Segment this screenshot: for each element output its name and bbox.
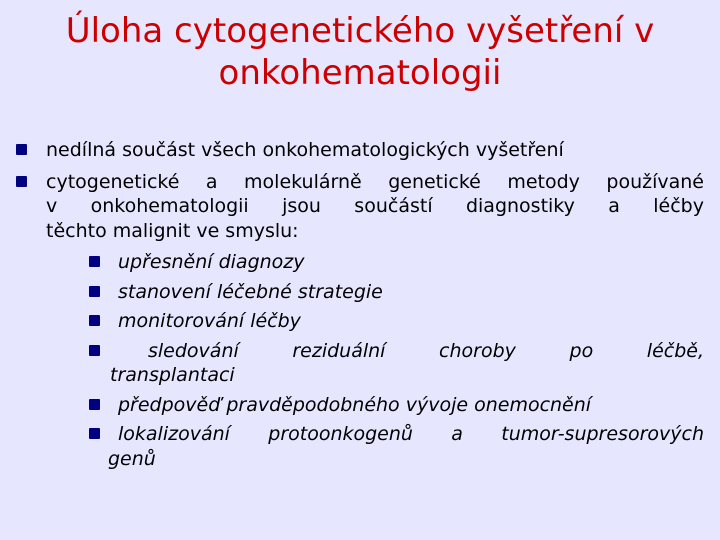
bullet-list — [14, 138, 704, 471]
square-bullet-icon — [89, 286, 100, 297]
square-bullet-icon — [89, 315, 100, 326]
list-item — [14, 393, 704, 418]
list-item — [14, 422, 704, 471]
list-item-text: cytogenetické a molekulárně genetické metody používané — [46, 170, 704, 193]
slide-title — [0, 10, 720, 94]
list-item — [14, 250, 704, 275]
slide-title-line-1: Úloha cytogenetického vyšetření v — [65, 11, 655, 51]
list-item — [14, 339, 704, 388]
square-bullet-icon — [16, 176, 27, 187]
list-item-text: nedílná součást všech onkohematologických vyšetření — [46, 139, 564, 161]
square-bullet-icon — [89, 256, 100, 267]
square-bullet-icon — [89, 399, 100, 410]
list-item-text: sledování reziduální choroby po léčbě, — [148, 339, 704, 362]
slide-title-line-2: onkohematologii — [218, 53, 502, 93]
list-item-text: transplantaci — [110, 364, 235, 386]
square-bullet-icon — [89, 428, 100, 439]
list-item — [14, 138, 704, 163]
square-bullet-icon — [16, 144, 27, 155]
list-item-text: monitorování léčby — [118, 310, 301, 332]
list-item-text: v onkohematologii jsou součástí diagnostiky a léčby — [46, 195, 704, 217]
list-item-text: předpověď pravděpodobného vývoje onemocnění — [118, 393, 592, 416]
list-item-text: těchto malignit ve smyslu: — [46, 219, 299, 242]
list-item — [14, 170, 704, 244]
list-item-text: upřesnění diagnozy — [118, 251, 305, 273]
list-item-text: genů — [108, 447, 156, 470]
list-item-text: stanovení léčebné strategie — [118, 280, 383, 303]
list-item — [14, 280, 704, 305]
list-item — [14, 309, 704, 334]
list-item-text: lokalizování protoonkogenů a tumor-supresorových — [118, 423, 704, 445]
square-bullet-icon — [89, 345, 100, 356]
